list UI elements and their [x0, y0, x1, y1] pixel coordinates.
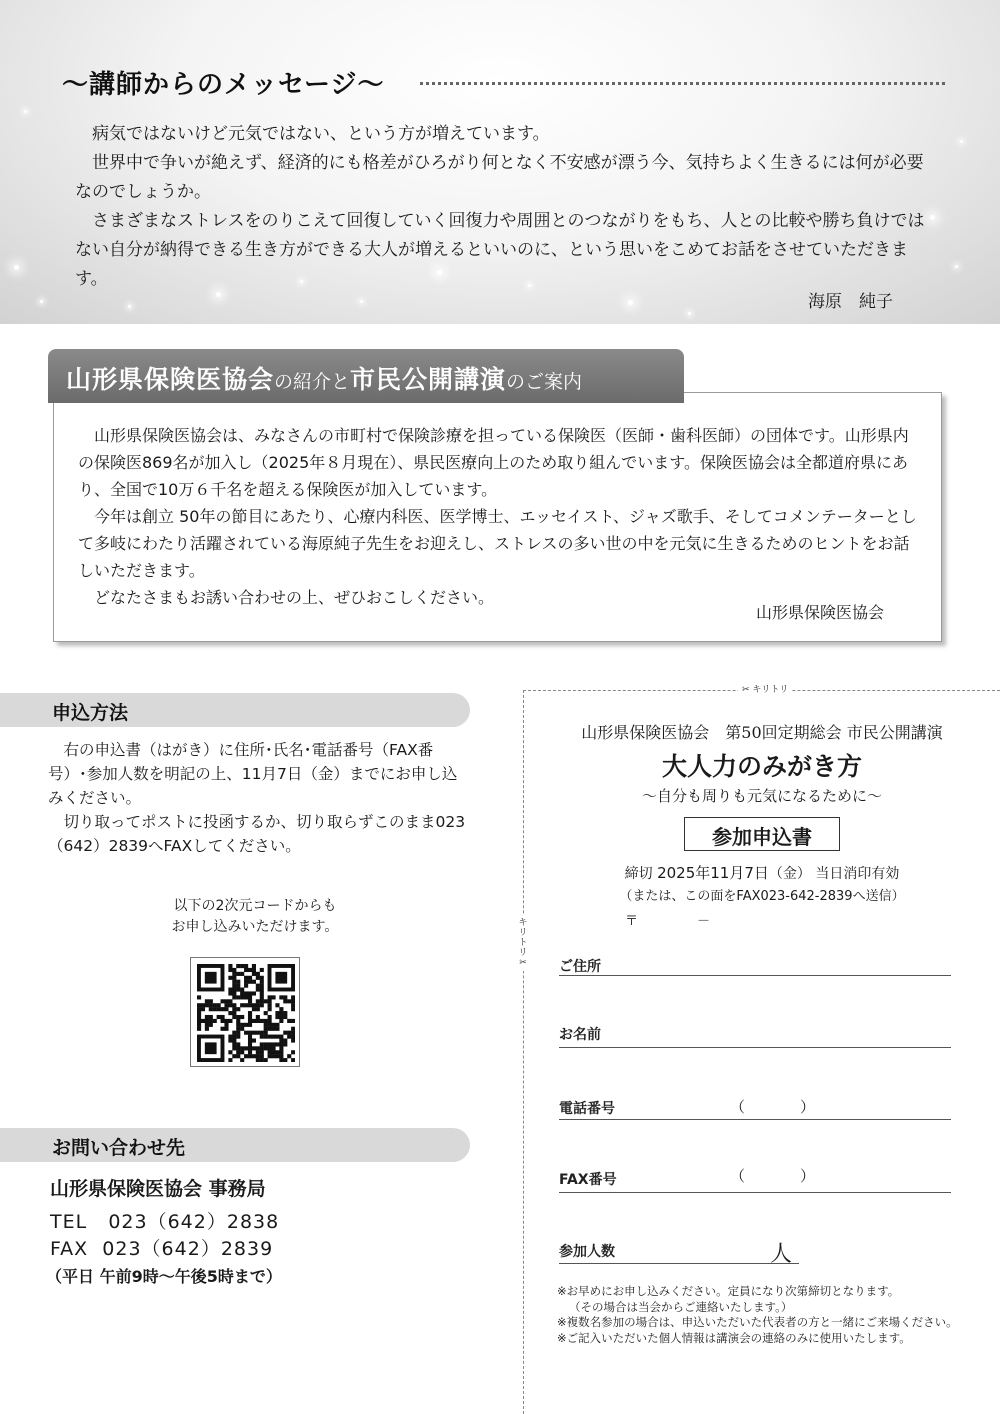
- intro-heading-connector: の紹介と: [274, 371, 351, 393]
- form-event-line: 山形県保険医協会 第50回定期総会 市民公開講演: [581, 723, 943, 742]
- postal-code-dash: －: [697, 914, 711, 929]
- cut-here-label: ✂ キリトリ: [738, 682, 792, 695]
- deadline-day: （金）: [768, 866, 811, 882]
- lecture-subtitle: ～自分も周りも元気になるために～: [641, 787, 882, 805]
- intro-heading-lecture: 市民公開講演: [350, 365, 507, 394]
- tel-label: TEL: [50, 1211, 88, 1233]
- form-note: ※複数名参加の場合は、申込いただいた代表者の方と一緒にご来場ください。: [557, 1315, 958, 1329]
- intro-heading-suffix: のご案内: [506, 371, 583, 393]
- form-notes: [557, 1284, 977, 1346]
- deadline-note: 当日消印有効: [815, 866, 900, 882]
- sparkle-decoration: [688, 312, 691, 315]
- message-paragraph: 世界中で争いが絶えず、経済的にも格差がひろがり何となく不安感が漂う今、気持ちよく生きるには何が必要なのでしょうか。: [75, 153, 924, 202]
- fax-field[interactable]: [559, 1192, 951, 1193]
- name-label: お名前: [559, 1027, 601, 1043]
- intro-signature: 山形県保険医協会: [756, 603, 885, 622]
- qr-instruction-line: 以下の2次元コードからも: [173, 898, 337, 914]
- intro-paragraph: 山形県保険医協会は、みなさんの市町村で保険診療を担っている保険医（医師・歯科医師）の団体です。山形県内の保険医869名が加入し（2025年８月現在）、県民医療向上のため取り組んでいます。保険医協会は全都道府県にあり、全国で10万６千名を超える保険医が加入しています。: [78, 426, 909, 499]
- address-field[interactable]: [559, 975, 951, 976]
- apply-heading: 申込方法: [0, 693, 470, 727]
- deadline-label: 締切: [624, 866, 653, 882]
- fax-number: 023（642）2839: [102, 1238, 274, 1260]
- form-note: （その場合は当会からご連絡いたします。）: [569, 1299, 793, 1314]
- message-paragraph: さまざまなストレスをのりこえて回復していく回復力や周囲とのつながりをもち、人との比較や勝ち負けではない自分が納得できる生き方ができる大人が増えるといいのに、という思いをこめてお話をさせていただきます。: [75, 211, 925, 289]
- phone-label: 電話番号: [559, 1101, 615, 1117]
- apply-paragraph: 右の申込書（はがき）に住所･氏名･電話番号（FAX番号）･参加人数を明記の上、11月7日（金）までにお申し込みください。: [48, 741, 458, 807]
- qr-instruction-line: お申し込みいただけます。: [171, 919, 339, 935]
- participant-count-field[interactable]: [559, 1263, 799, 1264]
- message-paragraph: 病気ではないけど元気ではない、という方が増えています。: [92, 124, 550, 144]
- title-dotted-rule: [420, 82, 945, 85]
- application-form-heading: 参加申込書: [684, 817, 840, 851]
- sparkle-decoration: [24, 110, 27, 113]
- form-note: ※お早めにお申し込みください。定員になり次第締切となります。: [557, 1284, 900, 1298]
- cut-line-vertical: [523, 690, 524, 1414]
- deadline-date: 2025年11月7日: [657, 864, 769, 882]
- deadline-line: [560, 862, 964, 883]
- fax-area-close-paren: ）: [800, 1167, 816, 1185]
- contact-hours: （平日 午前9時～午後5時まで）: [46, 1267, 282, 1286]
- fax-field-label: FAX番号: [559, 1172, 617, 1188]
- sparkle-decoration: [40, 300, 43, 303]
- intro-heading-org: 山形県保険医協会: [66, 365, 275, 394]
- sparkle-decoration: [960, 140, 963, 143]
- intro-paragraph: 今年は創立 50年の節目にあたり、心療内科医、医学博士、エッセイスト、ジャズ歌手、そしてコメンテーターとして多岐にわたり活躍されている海原純子先生をお迎えし、ストレスの多い世の中を元気に生きるためのヒントをお話しいただきます。: [78, 507, 917, 580]
- address-label: ご住所: [559, 959, 601, 975]
- fax-submission-note: （または、この面をFAX023-642-2839へ送信）: [619, 889, 905, 904]
- contact-organization: 山形県保険医協会 事務局: [50, 1178, 266, 1200]
- qr-instructions: [150, 896, 360, 938]
- qr-code-graphic: [197, 964, 295, 1062]
- fax-label: FAX: [50, 1238, 89, 1260]
- speaker-message-title: ～講師からのメッセージ～: [62, 70, 385, 100]
- contact-tel-row: [50, 1207, 279, 1234]
- speaker-message-body: [75, 120, 930, 294]
- phone-area-close-paren: ）: [800, 1098, 816, 1116]
- intro-body: [78, 422, 920, 611]
- qr-code-icon[interactable]: [190, 957, 300, 1067]
- contact-fax-row: [50, 1234, 273, 1261]
- lecture-title: 大人力のみがき方: [661, 752, 862, 781]
- speaker-signature: 海原 純子: [808, 292, 893, 312]
- cut-here-label-vertical: キリトリ✂: [515, 915, 531, 971]
- apply-paragraph: 切り取ってポストに投函するか、切り取らずこのまま023（642）2839へFAXしてください。: [48, 813, 466, 855]
- sparkle-decoration: [955, 265, 958, 268]
- fax-area-open-paren: （: [730, 1167, 746, 1185]
- intro-heading-tab: [48, 349, 684, 403]
- sparkle-decoration: [14, 265, 19, 270]
- contact-heading: お問い合わせ先: [0, 1128, 470, 1162]
- participant-count-label: 参加人数: [559, 1244, 615, 1260]
- participant-count-unit: 人: [770, 1242, 793, 1267]
- form-note: ※ご記入いただいた個人情報は講演会の連絡のみに使用いたします。: [557, 1330, 911, 1345]
- sparkle-decoration: [360, 300, 363, 303]
- sparkle-decoration: [128, 305, 131, 308]
- phone-field[interactable]: [559, 1119, 951, 1120]
- speaker-message-section: [0, 0, 1000, 324]
- intro-paragraph: どなたさまもお誘い合わせの上、ぜひおこしください。: [94, 588, 495, 607]
- phone-area-open-paren: （: [730, 1098, 746, 1116]
- apply-body: [48, 738, 468, 858]
- sparkle-decoration: [628, 300, 633, 305]
- tel-number[interactable]: 023（642）2838: [108, 1211, 280, 1233]
- postal-code-mark: 〒: [625, 914, 639, 929]
- sparkle-decoration: [930, 215, 935, 220]
- name-field[interactable]: [559, 1047, 951, 1048]
